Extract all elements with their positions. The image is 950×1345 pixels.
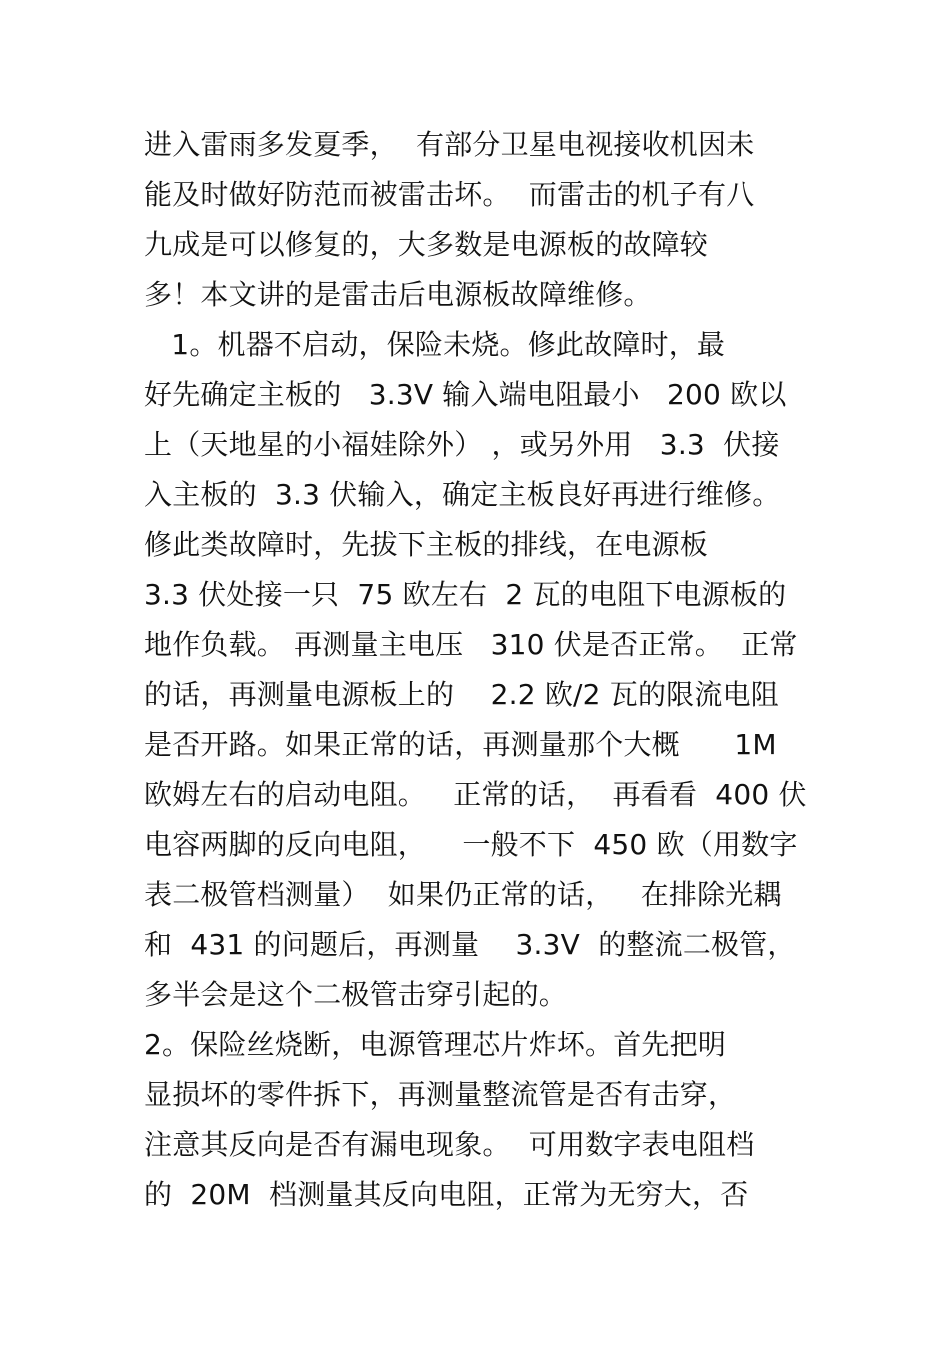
text-line: 和 431 的问题后，再测量 3.3V 的整流二极管，	[144, 928, 796, 961]
body-text	[144, 120, 824, 1220]
text-line: 地作负载。 再测量主电压 310 伏是否正常。 正常	[144, 628, 798, 661]
text-line: 的话，再测量电源板上的 2.2 欧/2 瓦的限流电阻	[144, 678, 779, 711]
text-line: 好先确定主板的 3.3V 输入端电阻最小 200 欧以	[144, 378, 787, 411]
text-line: 3.3 伏处接一只 75 欧左右 2 瓦的电阻下电源板的	[144, 578, 787, 611]
text-line: 表二极管档测量） 如果仍正常的话， 在排除光耦	[144, 878, 782, 911]
text-line: 显损坏的零件拆下，再测量整流管是否有击穿，	[144, 1078, 737, 1111]
text-line: 上（天地星的小福娃除外） ，或另外用 3.3 伏接	[144, 428, 780, 461]
text-line: 能及时做好防范而被雷击坏。 而雷击的机子有八	[144, 178, 755, 211]
text-line: 2。保险丝烧断，电源管理芯片炸坏。首先把明	[144, 1028, 727, 1061]
text-line: 多半会是这个二极管击穿引起的。	[144, 978, 568, 1011]
text-line: 进入雷雨多发夏季， 有部分卫星电视接收机因未	[144, 128, 755, 161]
text-line: 九成是可以修复的，大多数是电源板的故障较	[144, 228, 709, 261]
text-line: 注意其反向是否有漏电现象。 可用数字表电阻档	[144, 1128, 755, 1161]
text-line: 电容两脚的反向电阻， 一般不下 450 欧（用数字	[144, 828, 798, 861]
text-line: 入主板的 3.3 伏输入，确定主板良好再进行维修。	[144, 478, 781, 511]
text-line: 欧姆左右的启动电阻。 正常的话， 再看看 400 伏	[144, 778, 807, 811]
text-line: 是否开路。如果正常的话，再测量那个大概 1M	[144, 728, 777, 761]
text-line: 的 20M 档测量其反向电阻，正常为无穷大，否	[144, 1178, 749, 1211]
text-line: 多！本文讲的是雷击后电源板故障维修。	[144, 278, 652, 311]
text-line: 1。机器不启动，保险未烧。修此故障时，最	[144, 328, 726, 361]
text-line: 修此类故障时，先拔下主板的排线，在电源板	[144, 528, 709, 561]
